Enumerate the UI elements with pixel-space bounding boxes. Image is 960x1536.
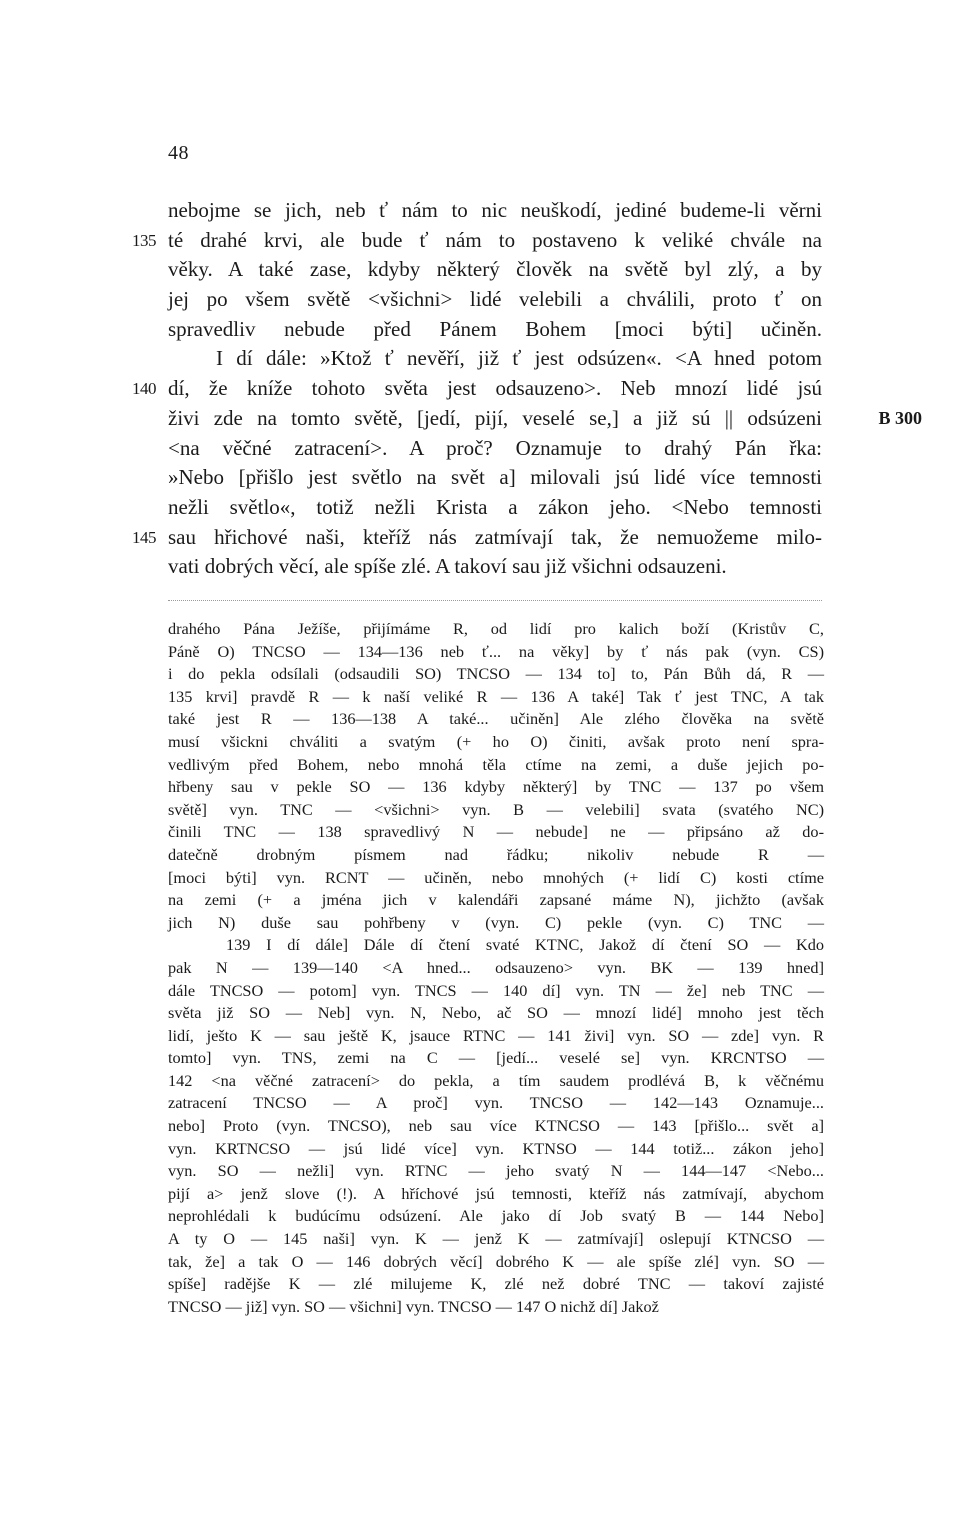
apparatus-line: zatracení TNCSO — A proč] vyn. TNCSO — 142—143 Oznamuje... [168,1093,824,1113]
text-line [168,404,922,434]
line-number: 140 [132,379,156,399]
text-line [168,434,822,464]
line-text: vati dobrých věcí, ale spíše zlé. A takoví sau již všichni odsauzeni. [168,554,727,579]
apparatus-line: činili TNC — 138 spravedlivý N — nebude] ne — připsáno až do- [168,822,824,842]
critical-apparatus [168,618,824,1318]
apparatus-line: vyn. SO — nežli] vyn. RTNC — jeho svatý N — 144—147 <Nebo... [168,1161,824,1181]
apparatus-line: vyn. KRTNCSO — jsú lidé více] vyn. KTNSO — 144 totiž... zákon jeho] [168,1138,824,1158]
text-line [168,493,822,523]
text-line [168,552,822,582]
apparatus-line: pijí a> jenž slove (!). A hříchové jsú temnosti, kteříž nás zatmívají, abychom [168,1183,824,1203]
line-number: 135 [132,230,156,250]
apparatus-line: pak N — 139—140 <A hned... odsauzeno> vyn. BK — 139 hned] [168,957,824,977]
apparatus-line: i do pekla odsílali (odsaudili SO) TNCSO — 134 to] to, Pán Bůh dá, R — [168,664,824,684]
text-line [168,315,822,345]
apparatus-line: hřbeny sau v pekle SO — 136 kdyby některý] by TNC — 137 po všem [168,777,824,797]
apparatus-line: drahého Pána Ježíše, přijímáme R, od lidí pro kalich boží (Kristův C, [168,619,824,638]
line-text: <na věčné zatracení>. A proč? Oznamuje to drahý Pán řka: [168,435,822,460]
text-line [132,374,822,404]
line-text: věky. A také zase, kdyby některý člověk na světě byl zlý, a by [168,257,822,282]
line-text: sau hřichové naši, kteříž nás zatmívají tak, že nemuožeme milo- [168,524,822,549]
apparatus-line: spíše] radějše K — zlé milujeme K, zlé než dobré TNC — takoví zajisté [168,1274,824,1294]
apparatus-line: 142 <na věčné zatracení> do pekla, a tím saudem prodlévá B, k věčnému [168,1070,824,1090]
apparatus-line: světa již SO — Neb] vyn. N, Nebo, ač SO — mnozí lidé] mnoho jest těch [168,1003,824,1023]
apparatus-line: světě] vyn. TNC — <všichni> vyn. B — velebili] svata (svatého NC) [168,799,824,819]
apparatus-line: [moci býti] vyn. RCNT — učiněn, nebo mnohých (+ lidí C) kosti ctíme [168,867,824,887]
line-text: živi zde na tomto světě, [jedí, pijí, veselé se,] a již sú || odsúzeni [168,405,822,430]
apparatus-line: 135 krvi] pravdě R — k naší veliké R — 136 A také] Tak ť jest TNC, A tak [168,686,824,706]
apparatus-line: datečně drobným písmem nad řádku; nikoliv nebude R — [168,844,824,864]
line-text: jej po všem světě <všichni> lidé velebili a chválili, proto ť on [168,287,822,312]
line-text: »Nebo [přišlo jest světlo na svět a] milovali jsú lidé více temnosti [168,465,822,490]
apparatus-line: nebo] Proto (vyn. TNCSO), neb sau více KTNCSO — 143 [přišlo... svět a] [168,1116,824,1136]
line-text: nebojme se jich, neb ť nám to nic neuškodí, jediné budeme-li věrni [168,198,822,222]
text-line [132,226,822,256]
line-text: nežli světlo«, totiž nežli Krista a zákon jeho. <Nebo temnosti [168,494,822,519]
apparatus-line: 139 I dí dále] Dále dí čtení svaté KTNC, Jakož dí čtení SO — Kdo [226,935,824,955]
page-number: 48 [168,142,189,164]
apparatus-line: TNCSO — již] vyn. SO — všichni] vyn. TNCSO — 147 O nichž dí] Jakož [168,1296,659,1316]
separator [168,600,822,601]
line-number: 145 [132,527,156,547]
line-text: té drahé krvi, ale bude ť nám to postaveno k veliké chvále na [168,227,822,252]
apparatus-line: tak, že] a tak O — 146 dobrých věcí] dobrého K — ale spíše zlé] vyn. SO — [168,1251,824,1271]
text-line [168,344,822,374]
text-line [168,255,822,285]
main-text [132,196,922,582]
line-text: spravedliv nebude před Pánem Bohem [moci býti] učiněn. [168,316,822,341]
apparatus-line: na zemi (+ a jména jich v kalendáři zapsané máme N), jichžto (avšak [168,890,824,910]
apparatus-line: také jest R — 136—138 A také... učiněn] Ale zlého člověka na světě [168,709,824,729]
apparatus-line: tomto] vyn. TNS, zemi na C — [jedí... veselé se] vyn. KRCNTSO — [168,1048,824,1068]
apparatus-line: Páně O) TNCSO — 134—136 neb ť... na věky] by ť nás pak (vyn. CS) [168,641,824,661]
apparatus-line: dále TNCSO — potom] vyn. TNCS — 140 dí] vyn. TN — že] neb TNC — [168,980,824,1000]
text-line [132,523,822,553]
manuscript-folio-note: B 300 [878,407,922,428]
line-text: I dí dále: »Ktož ť nevěří, již ť jest odsúzen«. <A hned potom [216,346,822,371]
apparatus-line: lidí, ješto K — sau ještě K, jsauce RTNC — 141 živi] vyn. SO — zde] vyn. R [168,1025,824,1045]
apparatus-line: neprohlédali k budúcímu odsúzení. Ale jako dí Job svatý B — 144 Nebo] [168,1206,824,1226]
apparatus-line: vedlivým před Bohem, nebo mnohá těla ctíme na zemi, a duše jejich po- [168,754,824,774]
apparatus-line: A ty O — 145 naši] vyn. K — jenž K — zatmívají] oslepují KTNCSO — [168,1229,824,1249]
line-text: dí, že kníže tohoto světa jest odsauzeno>. Neb mnozí lidé jsú [168,376,822,401]
apparatus-line: jich N) duše sau pohřbeny v (vyn. C) pekle (vyn. C) TNC — [168,912,824,932]
text-line [168,463,822,493]
apparatus-line: musí všickni chváliti a svatým (+ ho O) činiti, avšak proto není spra- [168,731,824,751]
text-line [168,285,822,315]
text-line [168,196,822,226]
